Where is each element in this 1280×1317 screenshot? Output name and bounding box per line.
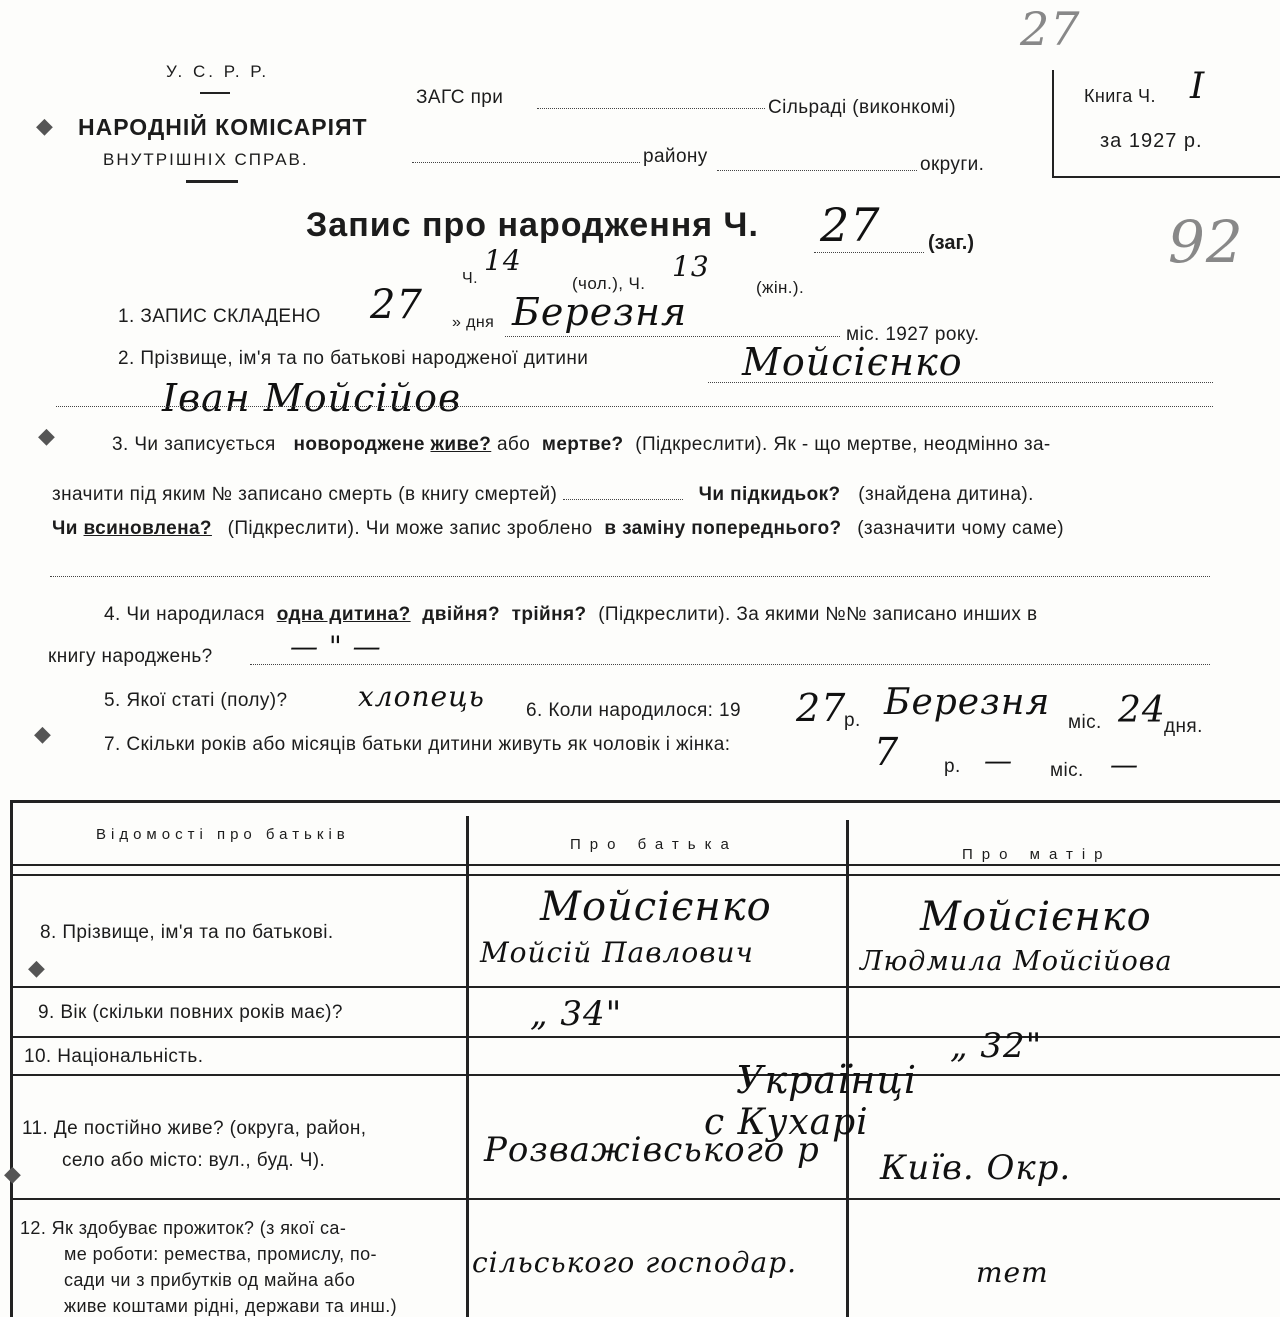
book-year: за 1927 р. <box>1100 130 1203 152</box>
mother-name: Людмила Мойсійова <box>860 946 1173 977</box>
table-header-divider <box>10 864 1280 866</box>
item6-r: р. <box>844 710 861 731</box>
child-name: Іван Мойсійов <box>162 376 462 420</box>
state-label: У. С. Р. Р. <box>166 62 270 81</box>
item4-line1 <box>104 604 1037 626</box>
row10-label: 10. Національність. <box>24 1046 204 1067</box>
female-suffix: (жін.). <box>756 278 805 297</box>
item4-question: 4. Чи народилася <box>104 604 265 625</box>
item4-line2: книгу народжень? <box>48 646 213 667</box>
item3-replacement-question: (Підкреслити). Чи може запис зроблено <box>227 518 593 539</box>
row11-label-1: 11. Де постійно живе? (округа, район, <box>22 1118 367 1139</box>
item3-dead: мертве? <box>541 434 624 455</box>
male-number: 14 <box>484 244 522 277</box>
item3-newborn: новороджене <box>293 434 425 455</box>
document-title: Запис про народження Ч. <box>306 206 759 244</box>
table-top-border <box>10 800 1280 803</box>
item4-twins: двійня? <box>422 604 500 625</box>
nationality: Українці <box>736 1058 917 1102</box>
item7-r: р. <box>944 756 961 777</box>
zags-suffix: Сільраді (виконкомі) <box>768 97 956 118</box>
zags-blank <box>537 108 765 109</box>
table-header-father: Про батька <box>570 836 738 853</box>
commissariat-title: НАРОДНІЙ КОМІСАРІЯТ <box>78 114 368 140</box>
table-header-info: Відомості про батьків <box>96 826 350 843</box>
item3-death-record: значити під яким № записано смерть (в книгу смертей) <box>52 484 558 505</box>
state-underline <box>200 92 230 94</box>
item4-blank <box>250 664 1210 665</box>
item3-adopted: всиновлена? <box>83 518 212 539</box>
item3-death-blank <box>563 499 683 500</box>
item6-year: 27 <box>796 686 847 730</box>
item3-or: або <box>496 434 531 455</box>
item1-day: 27 <box>370 282 423 328</box>
father-name: Мойсій Павлович <box>480 936 754 969</box>
parents-table <box>4 800 1280 1317</box>
child-surname: Мойсієнко <box>742 340 963 384</box>
item1-label: 1. ЗАПИС СКЛАДЕНО <box>118 306 321 327</box>
title-suffix: (заг.) <box>928 232 975 254</box>
item3-question: 3. Чи записується <box>112 434 276 455</box>
item7-years: 7 <box>874 730 900 774</box>
item6-label: 6. Коли народилося: 19 <box>526 700 741 721</box>
item3-reason: (зазначити чому саме) <box>857 518 1064 539</box>
punch-mark-3: ◆ <box>34 722 51 747</box>
row12-label-2: ме роботи: ремества, промислу, по- <box>64 1244 377 1264</box>
punch-mark-2: ◆ <box>38 424 55 449</box>
male-prefix: Ч. <box>462 270 478 287</box>
row11-label-2: село або місто: вул., буд. Ч). <box>62 1150 326 1171</box>
table-row-divider-3 <box>10 1074 1280 1076</box>
item4-value: — " — <box>290 630 382 663</box>
item1-day-suffix: » дня <box>452 314 495 331</box>
mother-occupation: тет <box>976 1256 1049 1289</box>
corner-note: 27 <box>1020 2 1081 56</box>
item6-mis: міс. <box>1068 712 1102 733</box>
item6-dnya: дня. <box>1164 716 1203 737</box>
row12-label-3: сади чи з прибутків од майна або <box>64 1270 356 1290</box>
item7-label: 7. Скільки років або місяців батьки дитини живуть як чоловік і жінка: <box>104 734 731 755</box>
item6-day: 24 <box>1118 690 1166 731</box>
item3-replacement: в заміну попереднього? <box>604 518 842 539</box>
book-label: Книга Ч. <box>1084 86 1156 106</box>
item4-instruction: (Підкреслити). За якими №№ записано инших в <box>598 604 1038 625</box>
item6-month: Березня <box>884 682 1051 723</box>
residence-village: с Кухарі <box>704 1102 869 1143</box>
item3-line3 <box>52 518 1064 540</box>
table-row-divider-1 <box>10 986 1280 988</box>
mother-surname: Мойсієнко <box>920 894 1152 940</box>
side-note: 92 <box>1168 208 1244 276</box>
item3-alive: живе? <box>430 434 492 455</box>
item2-blank-2 <box>56 406 1213 407</box>
punch-mark-4: ◆ <box>28 956 45 981</box>
mother-age: „ 32" <box>950 1026 1043 1066</box>
item3-foundling: Чи підкидьок? <box>698 484 841 505</box>
table-row-divider-4 <box>10 1198 1280 1200</box>
row12-label-4: живе коштами рідні, держави та инш.) <box>64 1296 398 1316</box>
residence-district: Розважівського р <box>484 1130 820 1170</box>
item3-line2 <box>52 484 1034 506</box>
row9-label: 9. Вік (скільки повних років має)? <box>38 1002 343 1023</box>
item1-month: Березня <box>512 290 688 334</box>
item3-line1 <box>112 434 1051 456</box>
father-surname: Мойсієнко <box>540 884 772 930</box>
punch-mark-1: ◆ <box>36 114 53 139</box>
male-suffix: (чол.), Ч. <box>572 274 646 293</box>
table-row-divider-2 <box>10 1036 1280 1038</box>
raion-blank <box>412 162 640 163</box>
zags-prefix: ЗАГС при <box>416 87 504 108</box>
item4-triplets: трійня? <box>511 604 587 625</box>
item1-month-blank <box>505 336 840 337</box>
title-number: 27 <box>820 198 881 252</box>
item7-years-dash: — <box>984 744 1013 777</box>
table-header-mother: Про матір <box>962 846 1112 863</box>
item4-single: одна дитина? <box>276 604 411 625</box>
table-header-divider-2 <box>10 874 1280 876</box>
table-left-border <box>10 800 13 1317</box>
item5-label: 5. Якої статі (полу)? <box>104 690 288 711</box>
row8-label: 8. Прізвище, ім'я та по батькові. <box>40 922 334 943</box>
father-age: „ 34" <box>530 994 623 1034</box>
book-number: I <box>1190 66 1206 107</box>
item2-label: 2. Прізвище, ім'я та по батькові народженої дитини <box>118 348 589 369</box>
table-col-divider-1 <box>466 816 469 1317</box>
female-number: 13 <box>672 250 710 283</box>
commissariat-subtitle: ВНУТРІШНІХ СПРАВ. <box>103 150 309 169</box>
punch-mark-5: ◆ <box>4 1162 21 1187</box>
item3-instruction: (Підкреслити). Як - що мертве, неодмінно за- <box>635 434 1051 455</box>
title-blank <box>814 252 924 253</box>
item3-found-child: (знайдена дитина). <box>858 484 1034 505</box>
item7-months-dash: — <box>1110 748 1139 781</box>
item2-blank <box>708 382 1213 383</box>
raion-label: району <box>643 146 708 167</box>
item5-sex: хлопець <box>358 680 485 713</box>
okrug-blank <box>717 170 917 171</box>
father-occupation: сільського господар. <box>472 1246 797 1279</box>
row12-label-1: 12. Як здобуває прожиток? (з якої са- <box>20 1218 347 1238</box>
item3-blank <box>50 576 1210 577</box>
commissariat-underline <box>186 180 238 183</box>
residence-okrug: Київ. Окр. <box>880 1148 1072 1188</box>
item7-mis: міс. <box>1050 760 1084 781</box>
item3-whether: Чи <box>52 518 78 539</box>
okrug-label: округи. <box>920 154 985 175</box>
item1-year: міс. 1927 року. <box>846 324 980 345</box>
